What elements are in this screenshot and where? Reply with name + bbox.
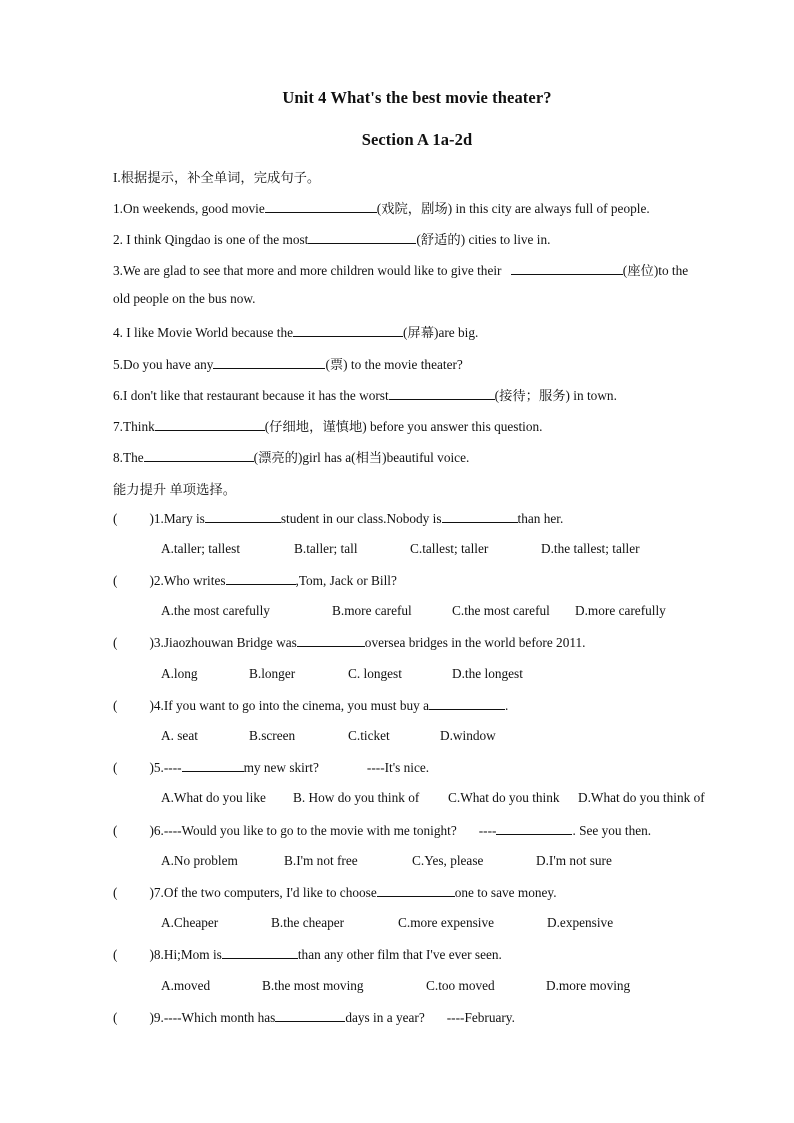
option-b[interactable]: B.screen [249, 728, 296, 743]
answer-paren-open: ( [113, 823, 118, 838]
question-text: oversea bridges in the world before 2011. [364, 635, 586, 650]
option-d[interactable]: D.more moving [546, 978, 631, 993]
item-text: 6.I don't like that restaurant because it has the worst [113, 388, 389, 403]
option-b[interactable]: B.I'm not free [284, 853, 358, 868]
answer-paren-close: ) [149, 1010, 154, 1025]
fill-item-2 [113, 229, 550, 248]
question-3 [113, 634, 585, 651]
answer-paren-close: ) [149, 760, 154, 775]
question-text: 4.If you want to go into the cinema, you must buy a [153, 698, 429, 713]
item-text: (座位)to the [622, 263, 689, 278]
reply-text: ----February. [446, 1010, 515, 1025]
fill-item-7 [113, 416, 542, 435]
answer-paren-open: ( [113, 573, 118, 588]
option-c[interactable]: C.What do you think [448, 790, 560, 805]
option-a[interactable]: A.No problem [161, 853, 238, 868]
question-text: . [505, 698, 509, 713]
option-a[interactable]: A.long [161, 666, 198, 681]
option-a[interactable]: A.taller; tallest [161, 541, 241, 556]
question-text: my new skirt? [243, 760, 319, 775]
option-c[interactable]: C.tallest; taller [410, 541, 489, 556]
fill-item-3-continued: old people on the bus now. [113, 291, 256, 306]
option-c[interactable]: C.too moved [426, 978, 495, 993]
option-d[interactable]: D.What do you think of [578, 790, 705, 805]
item-text: (票) to the movie theater? [325, 357, 463, 372]
option-a[interactable]: A. seat [161, 728, 198, 743]
answer-blank[interactable] [226, 572, 296, 585]
answer-paren-close: ) [149, 698, 154, 713]
answer-paren-open: ( [113, 885, 118, 900]
option-c[interactable]: C.ticket [348, 728, 390, 743]
question-2 [113, 572, 397, 589]
question-1 [113, 510, 563, 527]
answer-blank[interactable] [389, 387, 495, 400]
answer-paren-open: ( [113, 511, 118, 526]
fill-item-3 [113, 260, 688, 279]
option-d[interactable]: D.I'm not sure [536, 853, 612, 868]
answer-blank[interactable] [496, 822, 572, 835]
option-c[interactable]: C. longest [348, 666, 402, 681]
item-text: 3.We are glad to see that more and more children would like to give their [113, 263, 505, 278]
answer-paren-close: ) [149, 885, 154, 900]
question-text: 6.----Would you like to go to the movie with me tonight? [153, 823, 457, 838]
option-d[interactable]: D.more carefully [575, 603, 666, 618]
question-text: 1.Mary is [153, 511, 205, 526]
answer-blank[interactable] [275, 1009, 345, 1022]
option-b[interactable]: B.the most moving [262, 978, 364, 993]
item-text: 1.On weekends, good movie [113, 201, 265, 216]
answer-paren-open: ( [113, 698, 118, 713]
item-text: (舒适的) cities to live in. [416, 232, 551, 247]
option-b[interactable]: B.more careful [332, 603, 412, 618]
question-7 [113, 884, 557, 901]
question-text: student in our class.Nobody is [280, 511, 442, 526]
fill-item-1 [113, 198, 650, 217]
fill-item-8 [113, 447, 469, 466]
option-b[interactable]: B.longer [249, 666, 296, 681]
section-subtitle: Section A 1a-2d [361, 130, 473, 149]
question-8 [113, 946, 502, 963]
item-text: 8.The [113, 450, 144, 465]
answer-paren-open: ( [113, 947, 118, 962]
answer-blank[interactable] [182, 759, 244, 772]
answer-blank[interactable] [511, 262, 623, 275]
item-text: (戏院，剧场) in this city are always full of people. [376, 201, 650, 216]
item-text: (仔细地，谨慎地) before you answer this question. [264, 419, 543, 434]
answer-blank[interactable] [297, 634, 365, 647]
item-text: 7.Think [113, 419, 155, 434]
answer-blank[interactable] [213, 356, 325, 369]
part1-heading: I.根据提示，补全单词，完成句子。 [113, 170, 321, 185]
option-c[interactable]: C.Yes, please [412, 853, 484, 868]
answer-blank[interactable] [308, 231, 416, 244]
option-d[interactable]: D.the tallest; taller [541, 541, 640, 556]
answer-blank[interactable] [377, 884, 455, 897]
option-c[interactable]: C.more expensive [398, 915, 495, 930]
option-a[interactable]: A.the most carefully [161, 603, 270, 618]
option-b[interactable]: B. How do you think of [293, 790, 420, 805]
option-a[interactable]: A.moved [161, 978, 211, 993]
answer-blank[interactable] [265, 200, 377, 213]
question-text: 5.---- [153, 760, 182, 775]
part2-heading: 能力提升 单项选择。 [113, 482, 236, 497]
fill-item-5 [113, 354, 463, 373]
answer-paren-close: ) [149, 635, 154, 650]
answer-paren-open: ( [113, 635, 118, 650]
item-text: (接待；服务) in town. [494, 388, 617, 403]
question-4 [113, 697, 508, 714]
fill-item-6 [113, 385, 617, 404]
question-text: 9.----Which month has [153, 1010, 276, 1025]
option-b[interactable]: B.taller; tall [294, 541, 358, 556]
question-text: 2.Who writes [153, 573, 226, 588]
item-text: 4. I like Movie World because the [113, 325, 293, 340]
question-text: . See you then. [572, 823, 652, 838]
question-text: one to save money. [454, 885, 557, 900]
answer-blank[interactable] [155, 418, 265, 431]
question-text: than her. [517, 511, 564, 526]
answer-blank[interactable] [222, 946, 298, 959]
question-9 [113, 1009, 515, 1026]
answer-paren-close: ) [149, 947, 154, 962]
question-text: 8.Hi;Mom is [153, 947, 222, 962]
option-d[interactable]: D.window [440, 728, 496, 743]
item-text: 5.Do you have any [113, 357, 214, 372]
question-6 [113, 822, 651, 839]
answer-blank[interactable] [205, 510, 281, 523]
answer-blank[interactable] [442, 510, 518, 523]
question-text: 7.Of the two computers, I'd like to choose [153, 885, 377, 900]
option-d[interactable]: D.expensive [547, 915, 614, 930]
answer-blank[interactable] [144, 449, 254, 462]
option-d[interactable]: D.the longest [452, 666, 523, 681]
fill-item-4 [113, 322, 478, 341]
answer-paren-close: ) [149, 573, 154, 588]
page-title: Unit 4 What's the best movie theater? [282, 88, 552, 107]
answer-blank[interactable] [293, 324, 403, 337]
question-text: days in a year? [345, 1010, 425, 1025]
option-c[interactable]: C.the most careful [452, 603, 550, 618]
answer-paren-close: ) [149, 511, 154, 526]
item-text: (屏幕)are big. [403, 325, 479, 340]
question-text: ,Tom, Jack or Bill? [295, 573, 397, 588]
option-b[interactable]: B.the cheaper [271, 915, 345, 930]
answer-paren-close: ) [149, 823, 154, 838]
answer-paren-open: ( [113, 1010, 118, 1025]
answer-blank[interactable] [429, 697, 505, 710]
item-text: 2. I think Qingdao is one of the most [113, 232, 309, 247]
reply-text: ----It's nice. [366, 760, 430, 775]
question-5 [113, 759, 429, 776]
question-text: than any other film that I've ever seen. [297, 947, 502, 962]
reply-text: ---- [478, 823, 497, 838]
answer-paren-open: ( [113, 760, 118, 775]
question-text: 3.Jiaozhouwan Bridge was [153, 635, 297, 650]
option-a[interactable]: A.What do you like [161, 790, 266, 805]
option-a[interactable]: A.Cheaper [161, 915, 219, 930]
item-text: (漂亮的)girl has a(相当)beautiful voice. [253, 450, 470, 465]
